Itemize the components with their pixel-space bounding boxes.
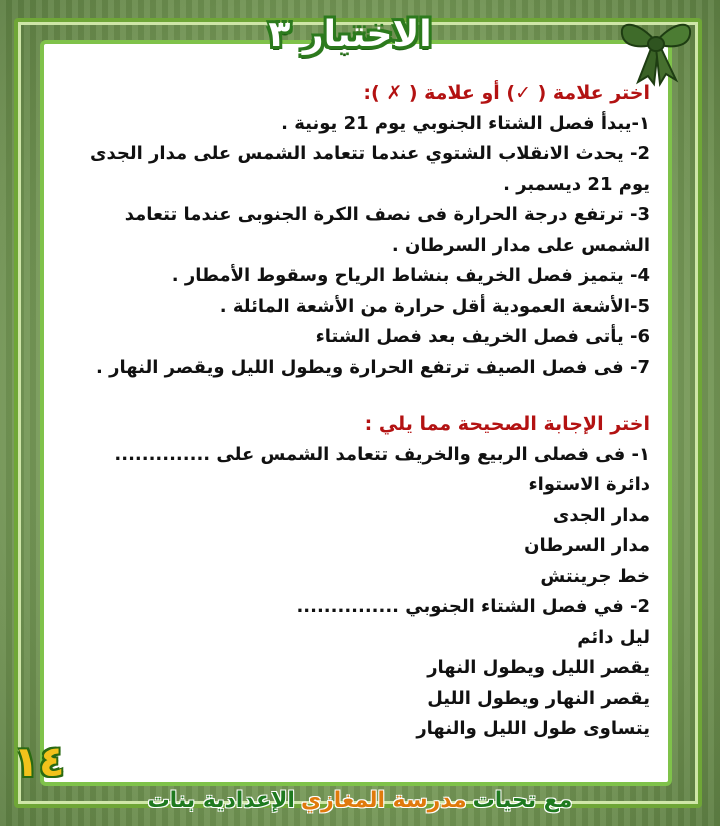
section1-heading: اختر علامة ( ✓) أو علامة ( ✗ ): (363, 82, 650, 104)
question-line: يوم 21 ديسمبر . (503, 173, 650, 195)
footer-greeting: مع تحيات (472, 787, 573, 813)
page-number: ١٤ (13, 736, 65, 786)
ribbon-bow-icon (612, 4, 700, 88)
footer-credit (120, 780, 600, 820)
question-line: 6- يأتى فصل الخريف بعد فصل الشتاء (315, 326, 650, 347)
answer-option: دائرة الاستواء (528, 474, 650, 495)
answer-option: مدار الجدى (552, 504, 650, 526)
answer-option: يقصر الليل ويطول النهار (427, 657, 650, 678)
footer-school-type: الإعدادية بنات (147, 787, 295, 813)
answer-option: خط جرينتش (540, 565, 650, 587)
question-line: 5-الأشعة العمودية أقل حرارة من الأشعة المائلة . (219, 295, 650, 317)
quiz-content (72, 78, 650, 745)
question-line: 7- فى فصل الصيف ترتفع الحرارة ويطول الليل ويقصر النهار . (96, 356, 650, 378)
section2-heading: اختر الإجابة الصحيحة مما يلي : (364, 413, 650, 435)
page-title: الاختبار ٣ (268, 13, 432, 55)
question-line: ١-يبدأ فصل الشتاء الجنوبي يوم 21 يونية . (281, 112, 650, 134)
answer-option: ليل دائم (577, 626, 650, 648)
question-line: 2- في فصل الشتاء الجنوبي ............... (296, 596, 650, 617)
question-line: الشمس على مدار السرطان . (391, 234, 650, 256)
question-line: 4- يتميز فصل الخريف بنشاط الرياح وسقوط الأمطار . (171, 265, 650, 286)
answer-option: يتساوى طول الليل والنهار (416, 718, 650, 739)
question-line: 2- يحدث الانقلاب الشتوي عندما تتعامد الشمس على مدار الجدى (89, 143, 650, 164)
answer-option: يقصر النهار ويطول الليل (427, 687, 650, 709)
question-line: ١- فى فصلى الربيع والخريف تتعامد الشمس على .............. (114, 443, 650, 465)
question-line: 3- ترتفع درجة الحرارة فى نصف الكرة الجنوبى عندما تتعامد (124, 204, 650, 225)
answer-option: مدار السرطان (524, 535, 650, 556)
section-gap (72, 383, 650, 409)
footer-school: مدرسة المغازي (300, 787, 467, 813)
